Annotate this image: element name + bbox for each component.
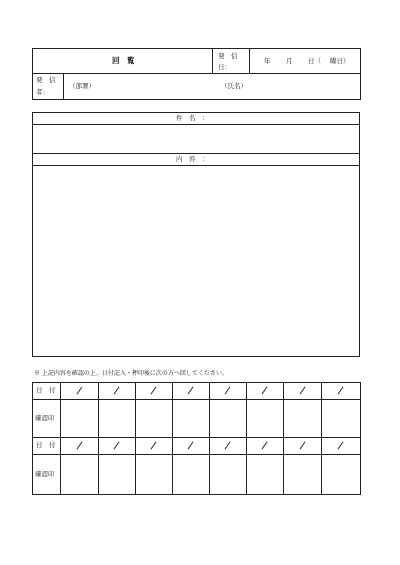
header-vline-date xyxy=(249,48,250,74)
grid-vline-4 xyxy=(172,382,173,495)
grid-vline-3 xyxy=(135,382,136,495)
grid-vline-5 xyxy=(209,382,210,495)
department-label: （部署） xyxy=(69,82,95,90)
header-divider xyxy=(32,73,361,74)
grid-hline-2 xyxy=(32,437,361,438)
header-vline-title xyxy=(212,48,213,74)
subject-header-line xyxy=(32,124,360,125)
date-row-label-1: 日 付 xyxy=(36,386,56,394)
grid-vline-1 xyxy=(60,382,61,495)
content-header-top-line xyxy=(32,153,360,154)
circulation-note: ※ 上記内容を確認の上、日付記入・押印後に次の方へ回してください。 xyxy=(34,370,228,377)
date-row-label-2: 日 付 xyxy=(36,441,56,449)
content-box xyxy=(32,112,360,357)
grid-vline-2 xyxy=(98,382,99,495)
seal-row-label-2: 確認印 xyxy=(35,470,55,478)
date-weekday: 曜日） xyxy=(330,57,350,65)
name-label: （氏名） xyxy=(221,82,247,90)
date-day: 日（ xyxy=(308,57,321,65)
grid-vline-8 xyxy=(321,382,322,495)
grid-vline-6 xyxy=(246,382,247,495)
send-date-label-line1: 発 信 xyxy=(218,52,238,60)
subject-label: 件 名 ： xyxy=(176,114,209,122)
date-year: 年 xyxy=(264,57,271,65)
content-label: 内 容 ： xyxy=(176,155,209,163)
content-header-bottom-line xyxy=(32,165,360,166)
grid-vline-7 xyxy=(283,382,284,495)
form-title: 回 覧 xyxy=(112,56,135,65)
send-date-label-line2: 日： xyxy=(218,63,231,71)
grid-hline-1 xyxy=(32,399,361,400)
header-box xyxy=(32,48,361,100)
date-month: 月 xyxy=(286,57,293,65)
sender-label-line2: 者： xyxy=(36,88,49,96)
sender-label-line1: 発 信 xyxy=(36,76,56,84)
grid-hline-3 xyxy=(32,454,361,455)
seal-row-label-1: 確認印 xyxy=(35,414,55,422)
header-vline-sender xyxy=(63,73,64,100)
